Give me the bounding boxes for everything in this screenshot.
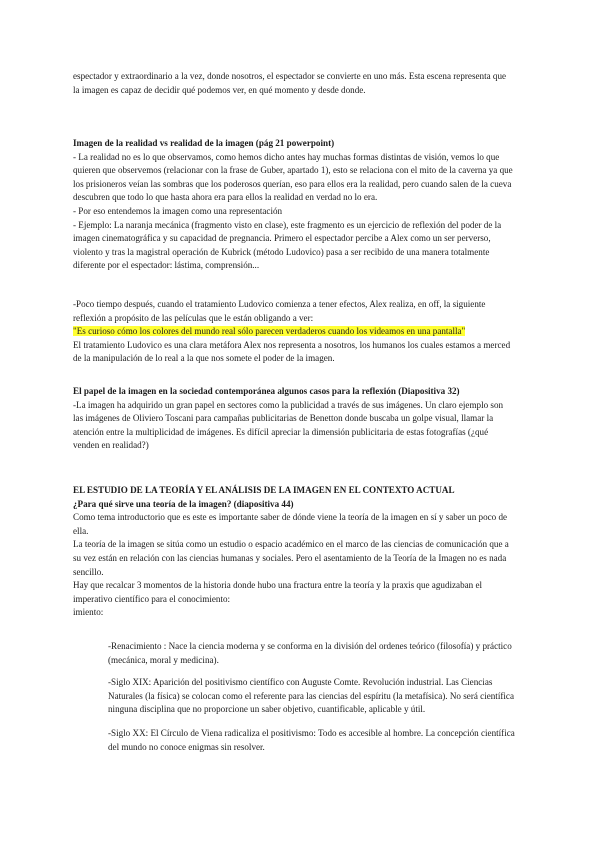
text-line: de la manipulación de lo real a la que nos somete el poder de la imagen. <box>73 353 335 364</box>
text-line: -Renacimiento : Nace la ciencia moderna y se conforma en la división del ordenes teórico (filosofía) y práctico <box>108 641 512 651</box>
text-line: espectador y extraordinario a la vez, donde nosotros, el espectador se convierte en uno más. Esta escena representa que <box>73 71 507 81</box>
text-line: imagen cinematográfica y su capacidad de pregnancia. Primero el espectador percibe a Alex como un ser perverso, <box>73 233 491 244</box>
text-line: violento y tras la magistral operación de Kubrick (método Ludovico) pasa a ser recibido de una manera totalmente <box>73 246 490 257</box>
section-realidad <box>73 137 529 273</box>
section-ludovico <box>73 298 529 366</box>
text-line: su vez están en relación con las ciencias humanas y sociales. Pero el asentamiento de la Teoría de la Imagen no es nada <box>73 552 507 563</box>
text-line: reflexión a propósito de las películas que le están obligando a ver: <box>73 312 314 323</box>
intro-paragraph <box>73 70 529 97</box>
section-heading: El papel de la imagen en la sociedad contemporánea algunos casos para la reflexión (Diapositiva 32) <box>73 386 460 396</box>
text-line: Hay que recalcar 3 momentos de la historia donde hubo una fractura entre la teoría y la praxis que agudizaban el <box>73 580 483 591</box>
section-subheading: ¿Para qué sirve una teoría de la imagen? (diapositiva 44) <box>73 498 294 509</box>
text-line: venden en realidad?) <box>73 440 149 451</box>
section-heading: EL ESTUDIO DE LA TEORÍA Y EL ANÁLISIS DE LA IMAGEN EN EL CONTEXTO ACTUAL <box>73 485 455 495</box>
section-papel-imagen <box>73 385 529 453</box>
text-line: quieren que observemos (relacionar con la frase de Guber, apartado 1), esto se relaciona con el mito de la caverna ya que <box>73 165 513 176</box>
text-line: diferente por el espectador: lástima, comprensión... <box>73 260 260 271</box>
text-line: - La realidad no es lo que observamos, como hemos dicho antes hay muchas formas distintas de visión, vemos lo que <box>73 151 500 162</box>
text-line: (mecánica, moral y medicina). <box>108 654 219 665</box>
text-line: -Siglo XIX: Aparición del positivismo científico con Auguste Comte. Revolución industrial. Las Ciencias <box>108 677 493 687</box>
text-line: la imagen es capaz de decidir qué podemos ver, en qué momento y desde donde. <box>73 84 366 95</box>
text-line: atención entre la multiplicidad de imágenes. Es difícil apreciar la dimensión publicitaria de estas fotografías (¿qué <box>73 426 489 437</box>
text-line: sencillo. <box>73 566 104 577</box>
text-line: -La imagen ha adquirido un gran papel en sectores como la publicidad a través de sus imágenes. Un claro ejemplo son <box>73 399 504 410</box>
text-line: los prisioneros veían las sombras que los poderosos querían, eso para ellos era la realidad, pero cuando salen de la cueva <box>73 178 512 189</box>
text-line: las imágenes de Oliviero Toscani para campañas publicitarias de Benetton donde buscaba un golpe visual, llamar la <box>73 413 494 424</box>
text-line: -Siglo XX: El Círculo de Viena radicaliza el positivismo: Todo es accesible al hombre. La concepción científica <box>108 728 515 738</box>
list-item <box>108 676 529 717</box>
text-line: El tratamiento Ludovico es una clara metáfora Alex nos representa a nosotros, los humanos los cuales estamos a merced <box>73 339 511 350</box>
text-line: descubren que todo lo que hasta ahora era para ellos la realidad en verdad no lo era. <box>73 192 378 203</box>
text-line: - Ejemplo: La naranja mecánica (fragmento visto en clase), este fragmento es un ejercicio de reflexión del poder de la <box>73 219 502 230</box>
text-line: ninguna disciplina que no proporcione un saber objetivo, cuantificable, aplicable y útil. <box>108 704 426 715</box>
text-line: imiento: <box>73 607 104 618</box>
list-item <box>108 640 529 667</box>
text-line: ella. <box>73 525 89 536</box>
text-line: -Poco tiempo después, cuando el tratamiento Ludovico comienza a tener efectos, Alex realiza, en off, la siguiente <box>73 299 486 309</box>
text-line: La teoría de la imagen se sitúa como un estudio o espacio académico en el marco de las ciencias de comunicación que a <box>73 539 509 550</box>
text-line: Naturales (la física) se colocan como el referente para las ciencias del espíritu (la metafísica). No será científica <box>108 690 514 701</box>
text-line: imperativo científico para el conocimiento: <box>73 593 231 604</box>
highlighted-quote: "Es curioso cómo los colores del mundo real sólo parecen verdaderos cuando los videamos en una pantalla" <box>73 326 466 337</box>
text-line: Como tema introductorio que es este es importante saber de dónde viene la teoría de la imagen en sí y saber un poco de <box>73 512 508 523</box>
list-item <box>108 727 529 754</box>
text-line: del mundo no conoce enigmas sin resolver. <box>108 741 265 752</box>
section-estudio-teoria <box>73 484 529 620</box>
text-line: - Por eso entendemos la imagen como una representación <box>73 205 283 216</box>
section-heading: Imagen de la realidad vs realidad de la imagen (pág 21 powerpoint) <box>73 138 335 148</box>
